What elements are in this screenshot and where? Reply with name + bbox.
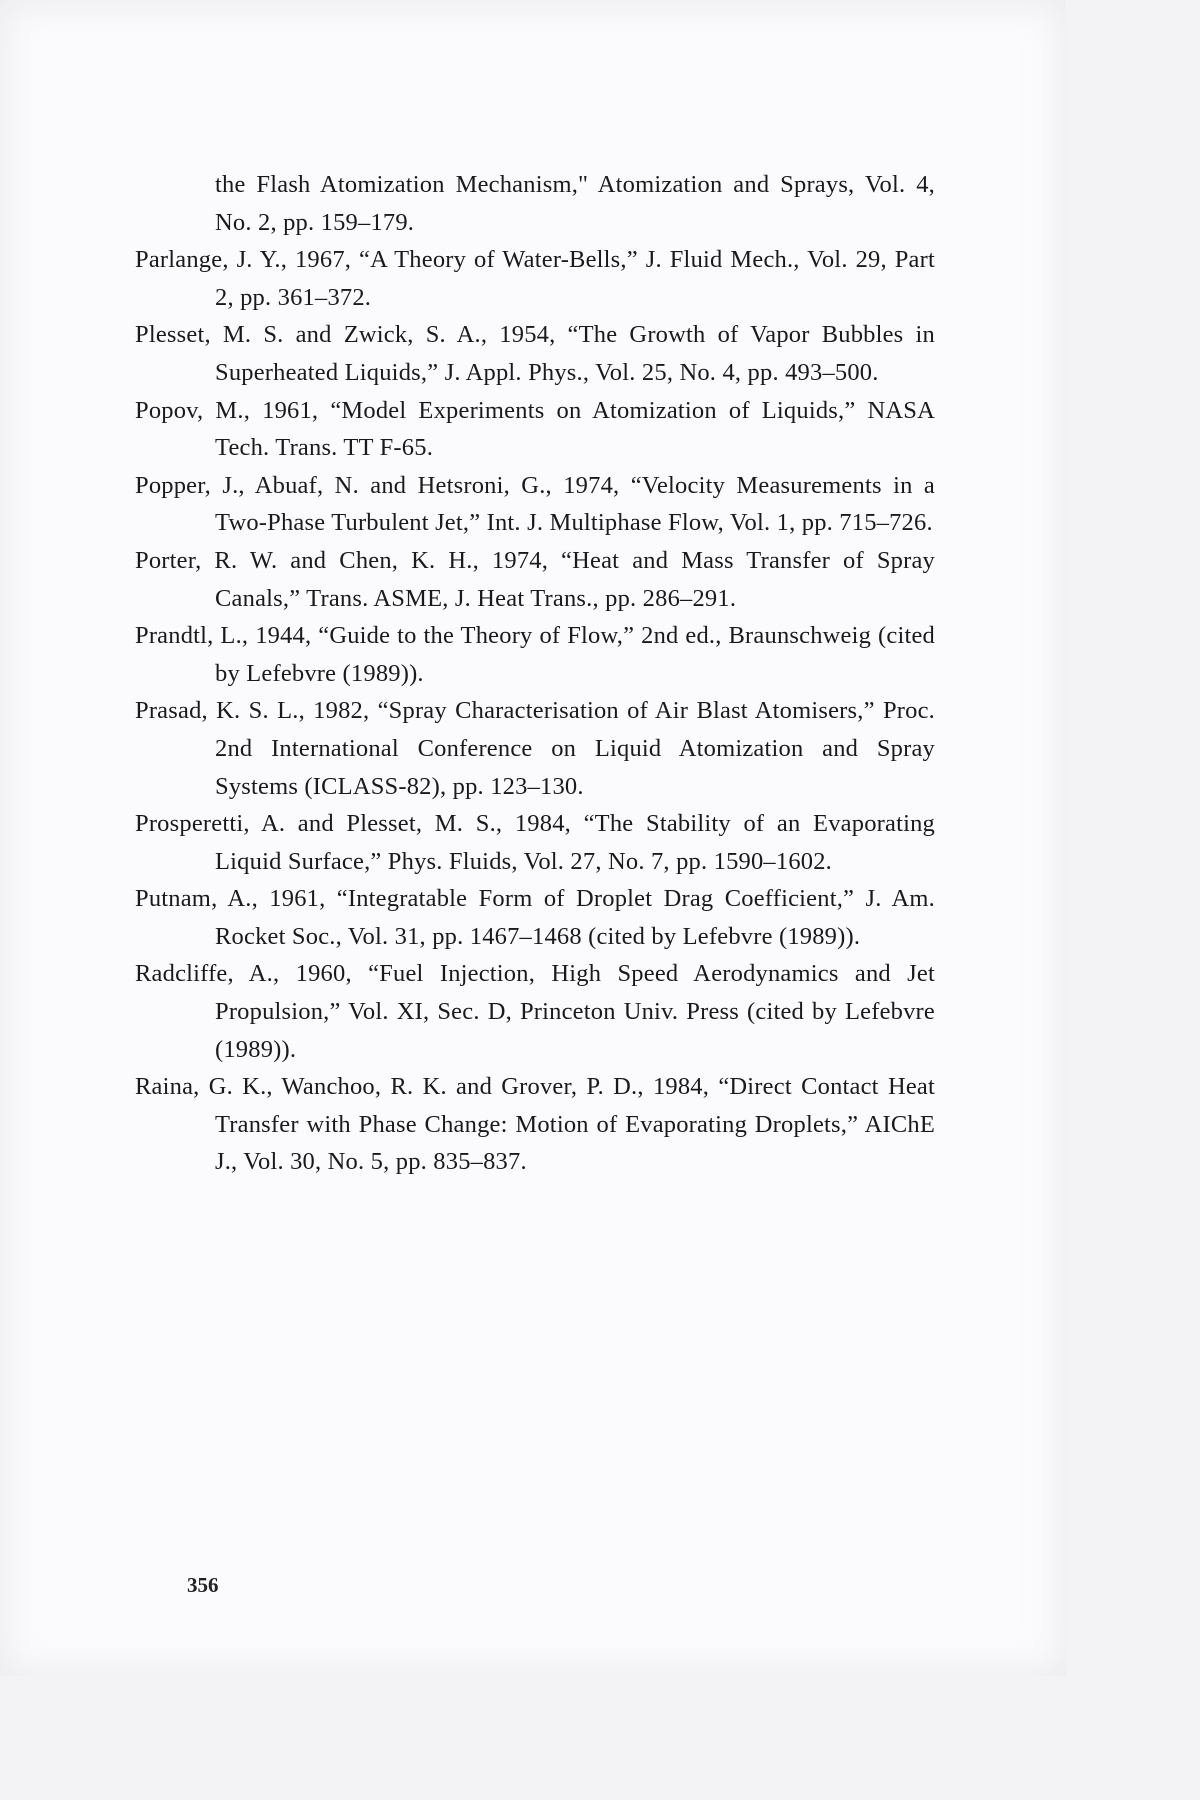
reference-entry-raina: Raina, G. K., Wanchoo, R. K. and Grover, P. D., 1984, “Direct Contact Heat Transfer with Phase Change: Motion of Evaporating Droplets,” AIChE J., Vol. 30, No. 5, pp. 835–837. — [135, 1073, 935, 1176]
reference-list — [135, 166, 935, 1181]
page-number: 356 — [187, 1573, 219, 1597]
reference-entry-continued: the Flash Atomization Mechanism," Atomization and Sprays, Vol. 4, No. 2, pp. 159–179. — [215, 171, 935, 236]
reference-entry-popov: Popov, M., 1961, “Model Experiments on Atomization of Liquids,” NASA Tech. Trans. TT F-65. — [135, 396, 935, 462]
reference-entry-parlange: Parlange, J. Y., 1967, “A Theory of Water-Bells,” J. Fluid Mech., Vol. 29, Part 2, pp. 361–372. — [135, 246, 935, 311]
reference-entry-prandtl: Prandtl, L., 1944, “Guide to the Theory of Flow,” 2nd ed., Braunschweig (cited by Lefebvre (1989)). — [135, 622, 935, 687]
reference-entry-radcliffe: Radcliffe, A., 1960, “Fuel Injection, High Speed Aerodynamics and Jet Propulsion,” Vol. XI, Sec. D, Princeton Univ. Press (cited by Lefebvre (1989)). — [135, 960, 935, 1063]
reference-entry-prasad: Prasad, K. S. L., 1982, “Spray Characterisation of Air Blast Atomisers,” Proc. 2nd International Conference on Liquid Atomization and Spray Systems (ICLASS-82), pp. 123–130. — [135, 697, 935, 800]
reference-entry-prosperetti: Prosperetti, A. and Plesset, M. S., 1984, “The Stability of an Evaporating Liquid Surface,” Phys. Fluids, Vol. 27, No. 7, pp. 1590–1602. — [135, 810, 935, 875]
reference-entry-popper: Popper, J., Abuaf, N. and Hetsroni, G., 1974, “Velocity Measurements in a Two-Phase Turbulent Jet,” Int. J. Multiphase Flow, Vol. 1, pp. 715–726. — [135, 471, 935, 537]
reference-entry-porter: Porter, R. W. and Chen, K. H., 1974, “Heat and Mass Transfer of Spray Canals,” Trans. ASME, J. Heat Trans., pp. 286–291. — [135, 546, 935, 612]
reference-entry-putnam: Putnam, A., 1961, “Integratable Form of Droplet Drag Coefficient,” J. Am. Rocket Soc., Vol. 31, pp. 1467–1468 (cited by Lefebvre (1989)). — [135, 885, 935, 950]
reference-entry-plesset: Plesset, M. S. and Zwick, S. A., 1954, “The Growth of Vapor Bubbles in Superheated Liquids,” J. Appl. Phys., Vol. 25, No. 4, pp. 493–500. — [135, 321, 935, 386]
